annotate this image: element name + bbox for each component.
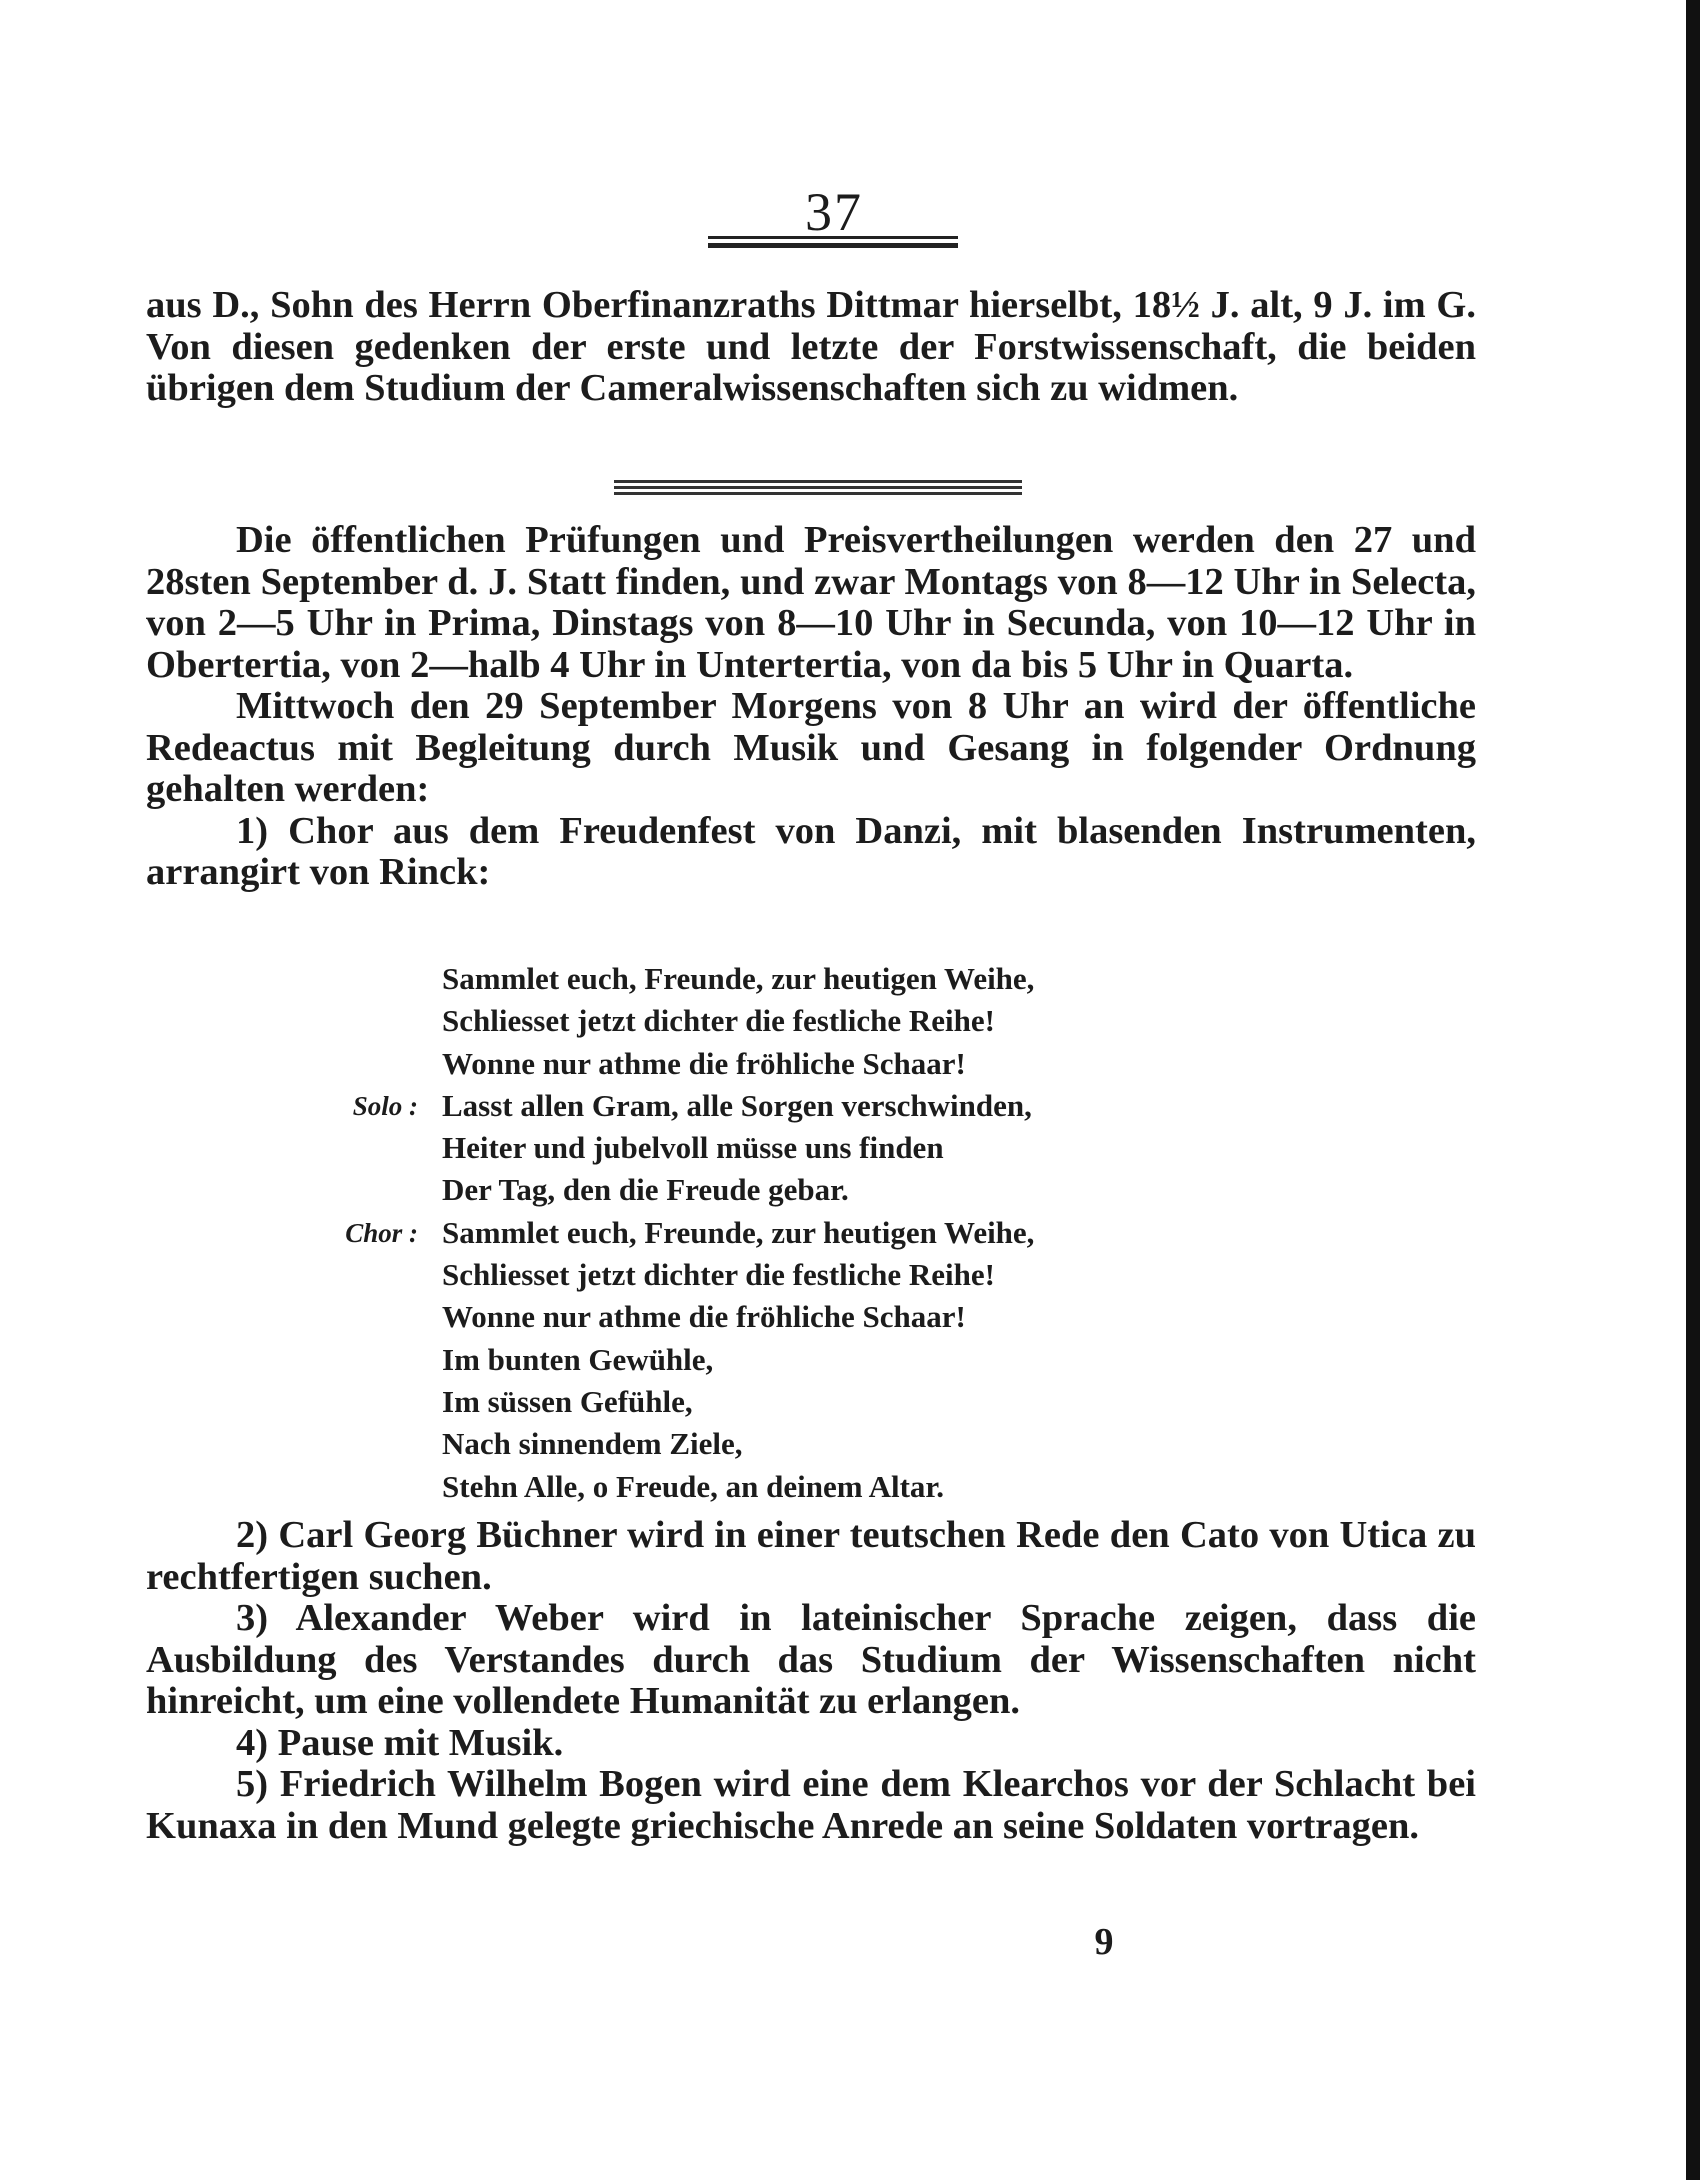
- verse-text: Stehn Alle, o Freude, an deinem Altar.: [442, 1468, 945, 1504]
- program-block: [146, 1515, 1476, 1847]
- verse-text: Wonne nur athme die fröhliche Schaar!: [442, 1299, 966, 1335]
- section-divider: [614, 480, 1022, 496]
- verse-line: [270, 1339, 1270, 1381]
- verse-role: Chor :: [345, 1217, 418, 1248]
- song-verse: [270, 958, 1270, 1508]
- verse-role: [270, 1169, 442, 1211]
- program-item: 2) Carl Georg Büchner wird in einer teutschen Rede den Cato von Utica zu rechtfertigen suchen.: [146, 1514, 1476, 1598]
- verse-line: [270, 1381, 1270, 1423]
- divider-line: [614, 492, 1022, 495]
- intro-paragraph-block: [146, 285, 1476, 410]
- scan-edge: [1686, 0, 1700, 2180]
- verse-role: [270, 1466, 442, 1508]
- announcement-paragraph: Die öffentlichen Prüfungen und Preisvertheilungen werden den 27 und 28sten September d. J. Statt finden, und zwar Montags von 8—12 Uhr in Selecta, von 2—5 Uhr in Prima, Dinstags von 8—10 Uhr in Secunda, von 10—12 Uhr in Obertertia, von 2—halb 4 Uhr in Untertertia, von da bis 5 Uhr in Quarta.: [146, 519, 1476, 686]
- program-item: 4) Pause mit Musik.: [236, 1721, 564, 1764]
- divider-line: [614, 480, 1022, 483]
- verse-text: Wonne nur athme die fröhliche Schaar!: [442, 1045, 966, 1081]
- program-item: 5) Friedrich Wilhelm Bogen wird eine dem Klearchos vor der Schlacht bei Kunaxa in den Mund gelegte griechische Anrede an seine Soldaten vortragen.: [146, 1763, 1476, 1847]
- verse-line: [270, 1127, 1270, 1169]
- verse-role: [270, 1254, 442, 1296]
- verse-role: [270, 1000, 442, 1042]
- verse-text: Lasst allen Gram, alle Sorgen verschwinden,: [442, 1087, 1032, 1123]
- verse-line: [270, 1169, 1270, 1211]
- verse-text: Im süssen Gefühle,: [442, 1383, 693, 1419]
- verse-role: [270, 1381, 442, 1423]
- verse-line: [270, 1043, 1270, 1085]
- verse-line: [270, 1296, 1270, 1338]
- announcement-paragraph: Mittwoch den 29 September Morgens von 8 Uhr an wird der öffentliche Redeactus mit Begleitung durch Musik und Gesang in folgender Ordnung gehalten werden:: [146, 685, 1476, 810]
- announcement-block: [146, 520, 1476, 894]
- verse-text: Sammlet euch, Freunde, zur heutigen Weihe,: [442, 961, 1035, 996]
- verse-role: [270, 1296, 442, 1338]
- verse-line: [270, 1000, 1270, 1042]
- intro-paragraph: aus D., Sohn des Herrn Oberfinanzraths Dittmar hierselbt, 18½ J. alt, 9 J. im G. Von diesen gedenken der erste und letzte der Forstwissenschaft, die beiden übrigen dem Studium der Cameralwissenschaften sich zu widmen.: [146, 284, 1476, 409]
- program-item: 3) Alexander Weber wird in lateinischer Sprache zeigen, dass die Ausbildung des Verstandes durch das Studium der Wissenschaften nicht hinreicht, um eine vollendete Humanität zu erlangen.: [146, 1597, 1476, 1722]
- verse-role: Solo :: [352, 1090, 418, 1121]
- verse-text: Der Tag, den die Freude gebar.: [442, 1172, 849, 1208]
- verse-line: [270, 1423, 1270, 1465]
- verse-line: [270, 1466, 1270, 1508]
- verse-text: Schliesset jetzt dichter die festliche Reihe!: [442, 1257, 995, 1293]
- signature-mark: 9: [1094, 1921, 1114, 1963]
- verse-role: [270, 1043, 442, 1085]
- verse-text: Sammlet euch, Freunde, zur heutigen Weihe,: [442, 1214, 1035, 1250]
- verse-role: [270, 1127, 442, 1169]
- verse-role: [270, 1339, 442, 1381]
- verse-text: Schliesset jetzt dichter die festliche Reihe!: [442, 1003, 995, 1039]
- divider-line: [614, 486, 1022, 489]
- verse-line: [270, 1212, 1270, 1254]
- verse-line: [270, 1085, 1270, 1127]
- verse-text: Heiter und jubelvoll müsse uns finden: [442, 1130, 944, 1166]
- verse-text: Nach sinnendem Ziele,: [442, 1426, 743, 1462]
- announcement-paragraph: 1) Chor aus dem Freudenfest von Danzi, mit blasenden Instrumenten, arrangirt von Rinck:: [146, 809, 1476, 893]
- page-number: 37: [805, 182, 863, 242]
- verse-role: [270, 958, 442, 1000]
- verse-role: [270, 1423, 442, 1465]
- verse-line: [270, 958, 1270, 1000]
- verse-line: [270, 1254, 1270, 1296]
- verse-text: Im bunten Gewühle,: [442, 1341, 714, 1377]
- header-rule: [708, 236, 958, 248]
